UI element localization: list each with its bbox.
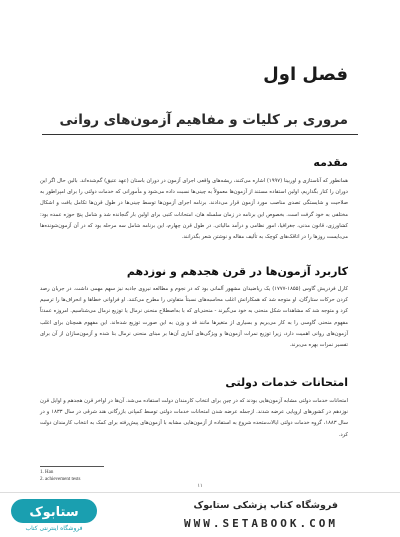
section-heading-civil-service-exams: امتحانات خدمات دولتی xyxy=(225,376,348,389)
chapter-subtitle: مروری بر کلیات و مفاهیم آزمون‌های روانی xyxy=(59,112,348,128)
footnote-item: 1. Han xyxy=(40,470,54,475)
section-heading-18th-19th-century: کاربرد آزمون‌ها در قرن هجدهم و نوزدهم xyxy=(126,265,348,278)
logo-tagline: فروشگاه اینترنتی کتاب xyxy=(25,525,83,532)
store-url-link[interactable]: WWW.SETABOOK.COM xyxy=(184,517,338,530)
page-number: ۱۱ xyxy=(197,483,203,489)
logo-wordmark: ستابوک xyxy=(29,505,79,520)
setabook-logo[interactable] xyxy=(10,498,98,532)
footnote-divider xyxy=(40,466,104,467)
section-paragraph-18th-19th-century: کارل فردریش گاوس (۱۸۵۵-۱۷۷۷) یک ریاضیدان مشهور آلمانی بود که در نجوم و مطالعه نیروی جاذبه نیز سهم مهمی داشت. در جریان رصد کردن حرکات ستارگان، او متوجه شد که همکارانش اغلب محاسبه‌های نسبتاً متفاوتی را مطرح می‌کنند. او فراوانی خطاها و انحراف‌ها را ترسیم کرد و متوجه شد که مشاهدات شکل منحنی به خود می‌گیرند - منحنی‌ای که با به‌اصطلاح منحنی نرمال یا توزیع نرمال می‌شناسیم. امروزه عمدتاً مفهوم منحنی گاوسی را به کار می‌بریم و بسیاری از متغیرها مانند قد و وزن به این صورت توزیع شده‌اند. این مفهوم همچنان برای اغلب آزمون‌های روانی اهمیت دارد، زیرا توزیع نمرات آزمون‌ها و ویژگی‌های آماری آن‌ها بر مبنای منحنی نرمال بنا شده و آزمون‌سازان از آن برای تفسیر نمرات بهره می‌برند. xyxy=(40,286,348,349)
footnotes xyxy=(40,469,80,483)
chapter-title: فصل اول xyxy=(263,64,348,85)
section-paragraph-civil-service-exams: امتحانات خدمات دولتی مشابه آزمون‌هایی بودند که در چین برای انتخاب کارمندان دولت استفاده می‌شد. آن‌ها در اواخر قرن هجدهم و اوایل قرن نوزدهم در کشورهای اروپایی عرضه شدند. ازجمله عرضه شدن امتحانات خدمات دولتی توسط کمپانی بازرگانی هند شرقی در سال ۱۸۳۳ و در سال ۱۸۸۳، گروه خدمات دولتی ایالات‌متحده شروع به استفاده از آزمون‌هایی مشابه با آزمون‌های پیش‌رفته برای کمک به انتخاب کارمندان دولت کرد. xyxy=(40,398,348,438)
section-heading-intro: مقدمه xyxy=(313,156,348,169)
subtitle-divider xyxy=(42,134,358,135)
section-paragraph-intro: همانطور که آناستازی و اوربینا (۱۹۹۷) اشاره می‌کنند، ریشه‌های واقعی اجرای آزمون در دوران باستان (عهد عتیق) گم‌شده‌اند. بالین حال اگر این دوران را کنار بگذاریم، اولین استفاده مستند از آزمون‌ها معمولاً به چینی‌ها نسبت داده می‌شود و مأمورانی که خدمات دولتی را برای امپراطور به صلاحیت و شایستگی تصدی مناصب مورد آزمون قرار می‌دادند. برنامه اجرای آزمون‌ها توسط چینی‌ها در طول قرن‌ها تکامل یافت و اشکال مختلفی به خود گرفت است. بخصوص این برنامه در زمان سلسله هان، امتحانات کتبی برای اولین بار گنجانده شد و شامل پنج حوزه عمده بود: کشاورزی، قانون مدنی، جغرافیا، امور نظامی و درآمد مالیاتی. در طول قرن چهارم، این برنامه شامل سه مرحله بود که در آن آزمون‌شونده‌ها می‌بایست روزها را در اتاقک‌های کوچک به تألیف مقاله و نوشتن شعر بگذرانند. xyxy=(40,178,348,241)
store-name: فروشگاه کتاب پزشکی ستابوک xyxy=(193,500,338,511)
footnote-item: 2. achievement tests xyxy=(40,477,81,482)
